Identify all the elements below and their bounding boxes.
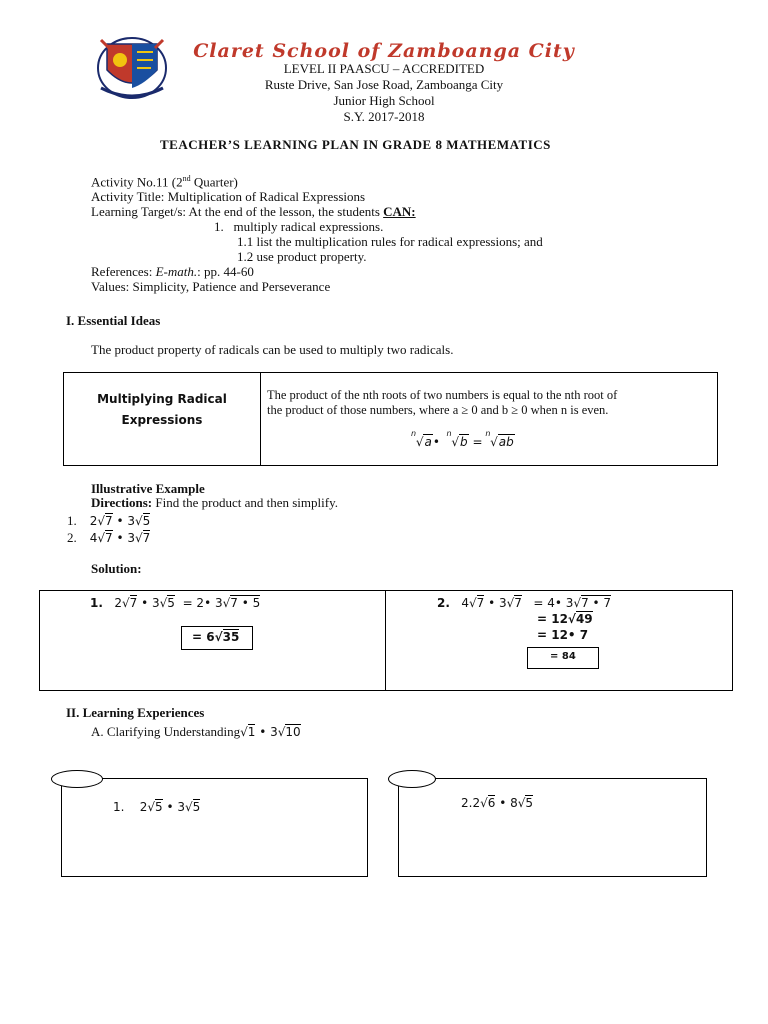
table-right-line-1: The product of the nth roots of two numbers is equal to the nth root of bbox=[267, 388, 618, 402]
table-left-line-2: Expressions bbox=[121, 413, 203, 427]
scroll-curl-2 bbox=[388, 770, 436, 788]
school-year: S.Y. 2017-2018 bbox=[343, 109, 425, 124]
section-1-intro: The product property of radicals can be used to multiply two radicals. bbox=[91, 342, 454, 357]
target-1: 1. multiply radical expressions. bbox=[214, 219, 384, 234]
exercise-2: 2.2√6 • 8√5 bbox=[461, 796, 534, 810]
solution-2-line-3: = 12• 7 bbox=[537, 628, 589, 642]
example-2: 2. 4√7 • 3√7 bbox=[67, 530, 151, 545]
page-title: TEACHER’S LEARNING PLAN IN GRADE 8 MATHEMATICS bbox=[160, 137, 551, 152]
illustrative-heading: Illustrative Example bbox=[91, 481, 205, 496]
solution-2-result-box: = 84 bbox=[527, 647, 599, 669]
school-name: Claret School of Zamboanga City bbox=[193, 40, 575, 62]
directions: Directions: Find the product and then simplify. bbox=[91, 495, 338, 510]
table-left-line-1: Multiplying Radical bbox=[97, 392, 227, 406]
section-2-heading: II. Learning Experiences bbox=[66, 705, 205, 720]
example-1: 1. 2√7 • 3√5 bbox=[67, 513, 151, 528]
learning-target: Learning Target/s: At the end of the lesson, the students CAN: bbox=[91, 204, 416, 219]
activity-number: Activity No.11 (2nd Quarter) bbox=[91, 174, 238, 190]
section-1-heading: I. Essential Ideas bbox=[66, 313, 161, 328]
clarifying-understanding: A. Clarifying Understanding√1 • 3√10 bbox=[91, 724, 301, 739]
school-address: Ruste Drive, San Jose Road, Zamboanga City bbox=[264, 77, 504, 92]
department: Junior High School bbox=[333, 93, 435, 108]
values: Values: Simplicity, Patience and Perseverance bbox=[91, 279, 331, 294]
references: References: E-math.: pp. 44-60 bbox=[91, 264, 254, 279]
activity-title: Activity Title: Multiplication of Radical Expressions bbox=[91, 189, 366, 204]
scroll-curl-1 bbox=[51, 770, 103, 788]
target-1-1: 1.1 list the multiplication rules for radical expressions; and bbox=[237, 234, 543, 249]
solution-label: Solution: bbox=[91, 561, 142, 576]
solution-table bbox=[39, 590, 733, 691]
exercise-scroll-2 bbox=[398, 778, 707, 877]
product-property-table bbox=[63, 372, 718, 466]
accreditation: LEVEL II PAASCU – ACCREDITED bbox=[283, 61, 485, 76]
exercise-1: 1. 2√5 • 3√5 bbox=[113, 800, 201, 814]
exercise-scroll-1 bbox=[61, 778, 368, 877]
solution-2-line-1: 2. 4√7 • 3√7 = 4• 3√7 • 7 bbox=[437, 596, 612, 610]
table-right-line-2: the product of those numbers, where a ≥ 0 and b ≥ 0 when n is even. bbox=[267, 403, 609, 417]
target-1-2: 1.2 use product property. bbox=[237, 249, 367, 264]
solution-1-line: 1. 2√7 • 3√5 = 2• 3√7 • 5 bbox=[90, 596, 261, 610]
solution-1-result-box: = 6√35 bbox=[181, 626, 253, 650]
product-property-formula: n √a• n √b = n √ab bbox=[411, 429, 514, 449]
solution-2-line-2: = 12√49 bbox=[537, 612, 593, 626]
